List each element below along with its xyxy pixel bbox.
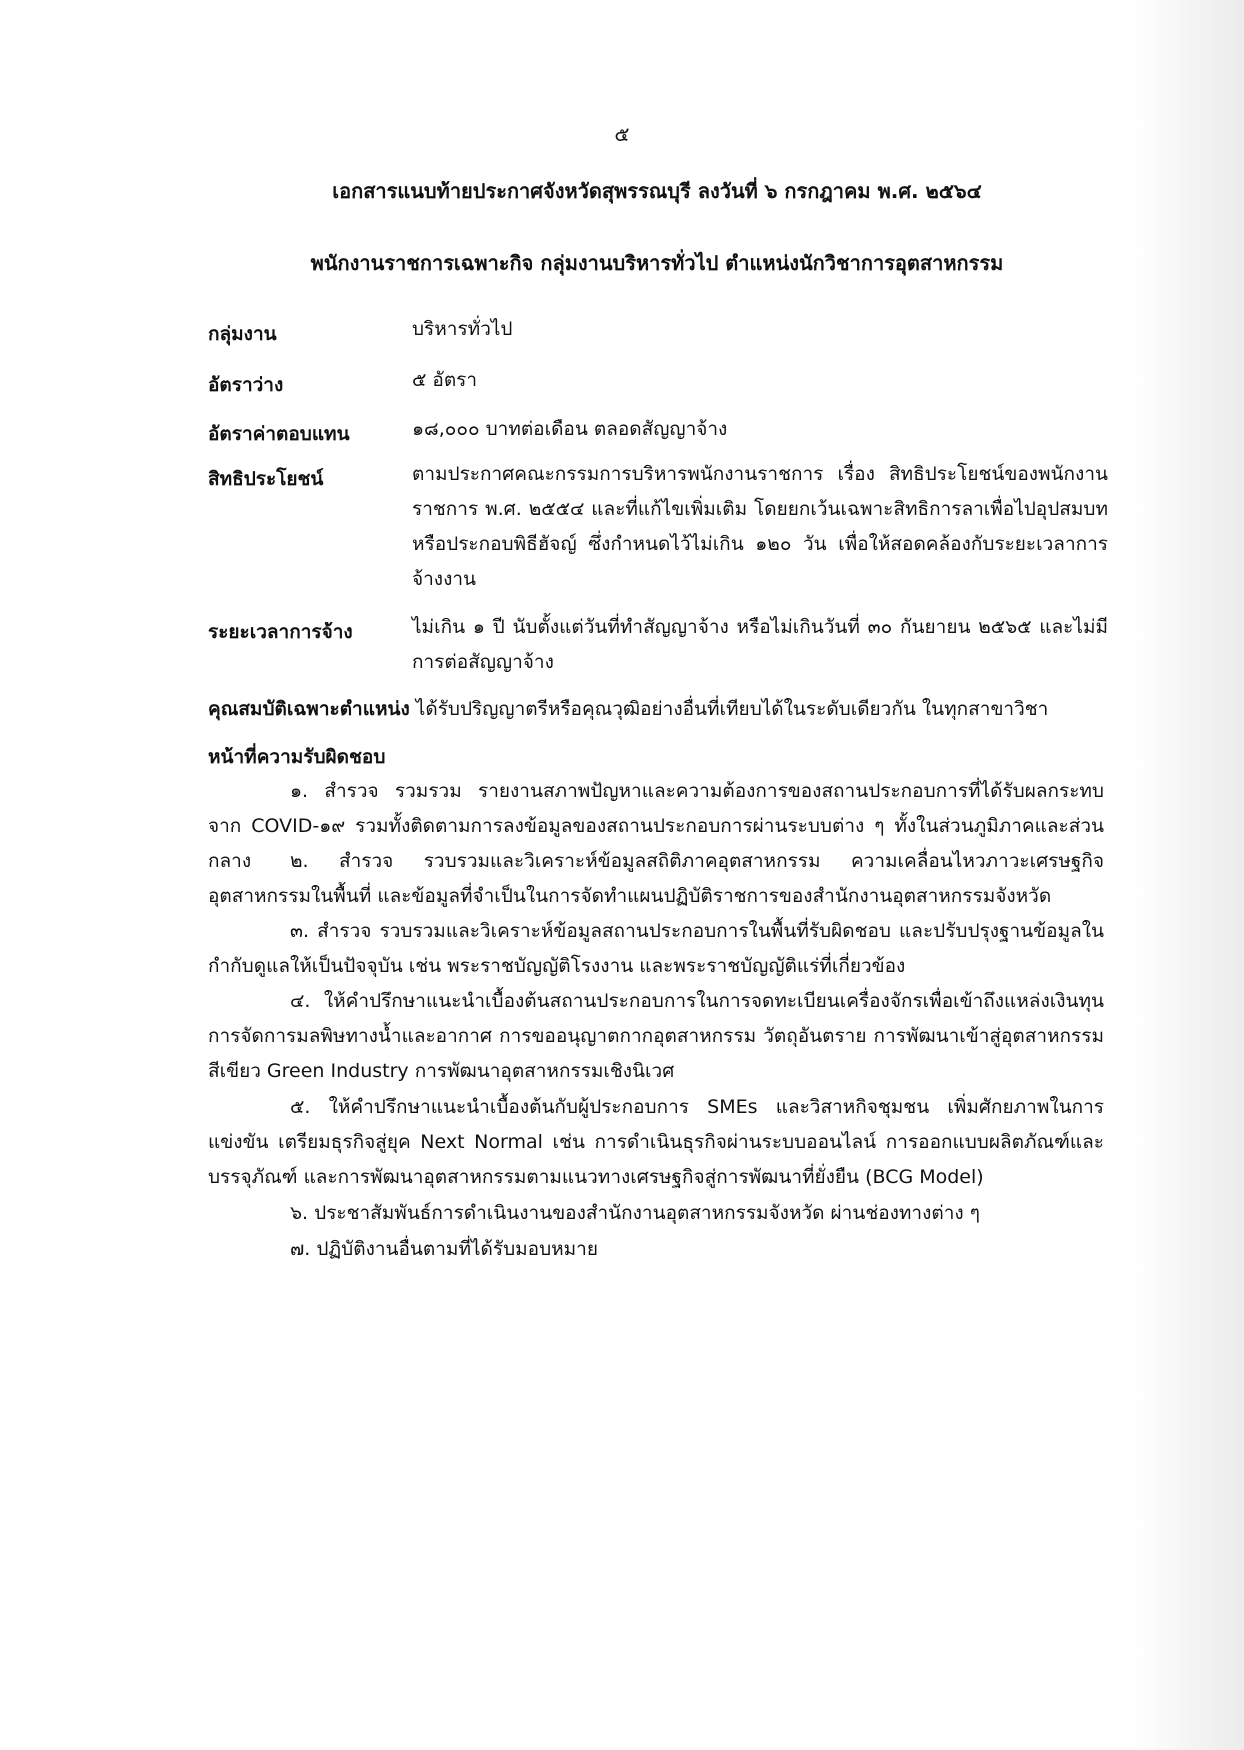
field-value: บริหารทั่วไป (412, 318, 513, 340)
field-label: กลุ่มงาน (208, 323, 277, 345)
field-label: สิทธิประโยชน์ (208, 468, 324, 490)
duty-item: ๕. ให้คำปรึกษาแนะนำเบื้องต้นกับผู้ประกอบการ SMEs และวิสาหกิจชุมชน เพิ่มศักยภาพในการแข่งขัน เตรียมธุรกิจสู่ยุค Next Normal เช่น การดำเนินธุรกิจผ่านระบบออนไลน์ การออกแบบผลิตภัณฑ์และบรรจุภัณฑ์ และการพัฒนาอุตสาหกรรมตามแนวทางเศรษฐกิจสู่การพัฒนาที่ยั่งยืน (BCG Model) (208, 1096, 1104, 1188)
duty-item: ๓. สำรวจ รวบรวมและวิเคราะห์ข้อมูลสถานประกอบการในพื้นที่รับผิดชอบ และปรับปรุงฐานข้อมูลในกำกับดูแลให้เป็นปัจจุบัน เช่น พระราชบัญญัติโรงงาน และพระราชบัญญัติแร่ที่เกี่ยวข้อง (208, 920, 1104, 977)
duties-heading: หน้าที่ความรับผิดชอบ (208, 746, 386, 768)
field-label: อัตราค่าตอบแทน (208, 423, 350, 445)
qualification-value: ได้รับปริญญาตรีหรือคุณวุฒิอย่างอื่นที่เทียบได้ในระดับเดียวกัน ในทุกสาขาวิชา (415, 698, 1049, 720)
duty-item: ๖. ประชาสัมพันธ์การดำเนินงานของสำนักงานอุตสาหกรรมจังหวัด ผ่านช่องทางต่าง ๆ (290, 1202, 980, 1224)
field-label: ระยะเวลาการจ้าง (208, 621, 353, 643)
duty-item: ๒. สำรวจ รวบรวมและวิเคราะห์ข้อมูลสถิติภาคอุตสาหกรรม ความเคลื่อนไหวภาวะเศรษฐกิจอุตสาหกรรมในพื้นที่ และข้อมูลที่จำเป็นในการจัดทำแผนปฏิบัติราชการของสำนักงานอุตสาหกรรมจังหวัด (208, 850, 1104, 907)
qualification-label: คุณสมบัติเฉพาะตำแหน่ง (208, 698, 410, 720)
duty-item: ๑. สำรวจ รวมรวม รายงานสภาพปัญหาและความต้องการของสถานประกอบการที่ได้รับผลกระทบจาก COVID-๑๙ รวมทั้งติดตามการลงข้อมูลของสถานประกอบการผ่านระบบต่าง ๆ ทั้งในส่วนภูมิภาคและส่วนกลาง (208, 780, 1104, 872)
duty-item: ๗. ปฏิบัติงานอื่นตามที่ได้รับมอบหมาย (290, 1238, 598, 1260)
qualification (208, 694, 1048, 724)
field-value: ไม่เกิน ๑ ปี นับตั้งแต่วันที่ทำสัญญาจ้าง หรือไม่เกินวันที่ ๓๐ กันยายน ๒๕๖๕ และไม่มีการต่อสัญญาจ้าง (412, 616, 1108, 673)
document-title: เอกสารแนบท้ายประกาศจังหวัดสุพรรณบุรี ลงวันที่ ๖ กรกฎาคม พ.ศ. ๒๕๖๔ (332, 179, 982, 203)
field-label: อัตราว่าง (208, 374, 284, 396)
duty-item: ๔. ให้คำปรึกษาแนะนำเบื้องต้นสถานประกอบการในการจดทะเบียนเครื่องจักรเพื่อเข้าถึงแหล่งเงินทุน การจัดการมลพิษทางน้ำและอากาศ การขออนุญาตกากอุตสาหกรรม วัตถุอันตราย การพัฒนาเข้าสู่อุตสาหกรรมสีเขียว Green Industry การพัฒนาอุตสาหกรรมเชิงนิเวศ (208, 990, 1104, 1082)
field-value: ตามประกาศคณะกรรมการบริหารพนักงานราชการ เรื่อง สิทธิประโยชน์ของพนักงานราชการ พ.ศ. ๒๕๕๔ และที่แก้ไขเพิ่มเติม โดยยกเว้นเฉพาะสิทธิการลาเพื่อไปอุปสมบทหรือประกอบพิธีฮัจญ์ ซึ่งกำหนดไว้ไม่เกิน ๑๒๐ วัน เพื่อให้สอดคล้องกับระยะเวลาการจ้างงาน (412, 463, 1108, 590)
field-value: ๑๘,๐๐๐ บาทต่อเดือน ตลอดสัญญาจ้าง (412, 418, 728, 440)
field-value: ๕ อัตรา (412, 369, 478, 391)
page-number: ๕ (614, 122, 630, 146)
position-subtitle: พนักงานราชการเฉพาะกิจ กลุ่มงานบริหารทั่วไป ตำแหน่งนักวิชาการอุตสาหกรรม (310, 251, 1004, 275)
